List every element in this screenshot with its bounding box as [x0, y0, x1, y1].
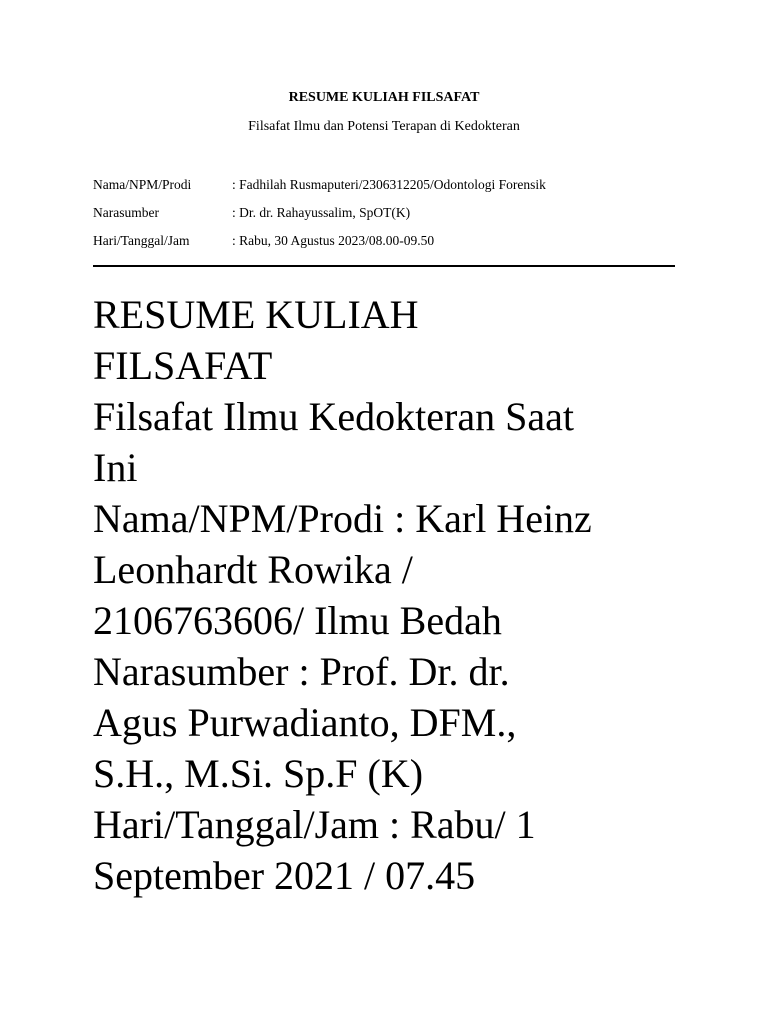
meta-value: : Dr. dr. Rahayussalim, SpOT(K)	[232, 205, 411, 220]
large-text-line: Filsafat Ilmu Kedokteran Saat	[93, 394, 574, 439]
meta-value: : Fadhilah Rusmaputeri/2306312205/Odontologi Forensik	[232, 177, 546, 192]
meta-label: Narasumber	[93, 205, 159, 220]
large-text-block	[93, 289, 693, 901]
large-text-line: RESUME KULIAH	[93, 292, 419, 337]
large-text-line: Narasumber : Prof. Dr. dr.	[93, 649, 510, 694]
meta-label: Hari/Tanggal/Jam	[93, 233, 190, 248]
metadata-block	[93, 176, 546, 260]
horizontal-divider	[93, 265, 675, 267]
meta-label: Nama/NPM/Prodi	[93, 177, 192, 192]
large-text-line: Ini	[93, 445, 138, 490]
large-text-line: FILSAFAT	[93, 343, 273, 388]
document-subtitle: Filsafat Ilmu dan Potensi Terapan di Kedokteran	[248, 119, 520, 134]
meta-row-date	[93, 232, 546, 260]
document-title: RESUME KULIAH FILSAFAT	[288, 90, 480, 105]
large-text-line: Leonhardt Rowika /	[93, 547, 413, 592]
large-text-line: S.H., M.Si. Sp.F (K)	[93, 751, 424, 796]
meta-row-name	[93, 176, 546, 204]
large-text-line: Agus Purwadianto, DFM.,	[93, 700, 517, 745]
meta-row-speaker	[93, 204, 546, 232]
large-text-line: Hari/Tanggal/Jam : Rabu/ 1	[93, 802, 536, 847]
large-text-line: September 2021 / 07.45	[93, 853, 476, 898]
meta-value: : Rabu, 30 Agustus 2023/08.00-09.50	[232, 233, 435, 248]
large-text-line: 2106763606/ Ilmu Bedah	[93, 598, 502, 643]
large-text-line: Nama/NPM/Prodi : Karl Heinz	[93, 496, 592, 541]
